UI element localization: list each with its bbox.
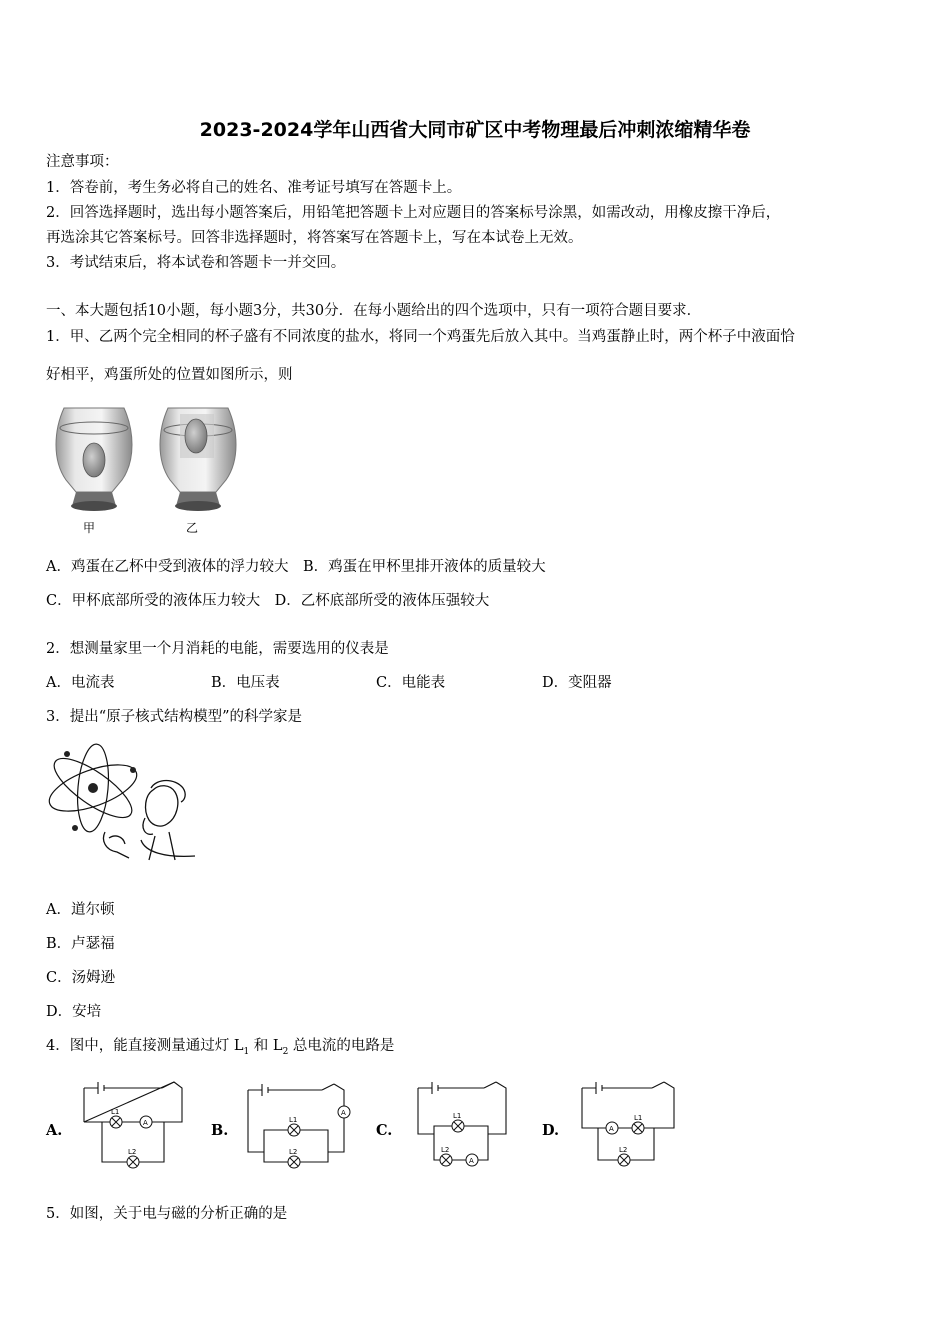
q2-option-d: D．变阻器	[542, 675, 612, 691]
q4-circuit-b	[244, 1082, 359, 1172]
cup-jia	[56, 408, 132, 511]
q4-option-d-label: D.	[542, 1122, 560, 1139]
lamp-l2-label: L2	[441, 1146, 450, 1154]
page-title: 2023-2024学年山西省大同市矿区中考物理最后冲刺浓缩精华卷	[199, 119, 751, 141]
q1-stem-line1: 1．甲、乙两个完全相同的杯子盛有不同浓度的盐水，将同一个鸡蛋先后放入其中。当鸡蛋静止时，两个杯子中液面恰	[46, 329, 795, 345]
q3-option-c: C．汤姆逊	[46, 970, 116, 986]
cup-yi	[160, 408, 236, 511]
lamp-l2	[127, 1156, 139, 1168]
ammeter-label: A	[469, 1157, 474, 1165]
ammeter-label: A	[341, 1109, 346, 1117]
cup-label-jia: 甲	[83, 521, 96, 535]
cup-label-yi: 乙	[186, 521, 199, 535]
q4-circuit-a	[78, 1078, 188, 1173]
lamp-l1	[632, 1122, 644, 1134]
ammeter-label: A	[143, 1119, 148, 1127]
lamp-l2	[618, 1154, 630, 1166]
q4-circuit-c	[414, 1078, 519, 1173]
notice-item-2: 2．回答选择题时，选出每小题答案后，用铅笔把答题卡上对应题目的答案标号涂黑，如需改动，用橡皮擦干净后，	[46, 205, 781, 221]
q2-stem: 2．想测量家里一个月消耗的电能，需要选用的仪表是	[46, 641, 389, 657]
q1-stem-line2: 好相平，鸡蛋所处的位置如图所示，则	[46, 367, 293, 383]
q4-circuit-d	[578, 1078, 683, 1173]
q3-option-a: A．道尔顿	[46, 902, 115, 918]
lamp-l2-label: L2	[619, 1146, 628, 1154]
q4-option-c-label: C.	[376, 1122, 393, 1139]
lamp-l2	[288, 1156, 300, 1168]
q4-option-b-label: B.	[211, 1122, 229, 1139]
lamp-l2-label: L2	[289, 1148, 298, 1156]
lamp-l1	[110, 1116, 122, 1128]
q1-options-line2: C．甲杯底部所受的液体压力较大 D．乙杯底部所受的液体压强较大	[46, 593, 490, 609]
lamp-l1-label: L1	[453, 1112, 462, 1120]
lamp-l1	[288, 1124, 300, 1136]
q2-option-c: C．电能表	[376, 675, 446, 691]
q2-option-b: B．电压表	[211, 675, 280, 691]
lamp-l1-label: L1	[111, 1108, 120, 1116]
q2-option-a: A．电流表	[46, 675, 115, 691]
ammeter-label: A	[609, 1125, 614, 1133]
q3-stem: 3．提出“原子核式结构模型”的科学家是	[46, 709, 303, 725]
lamp-l2-label: L2	[128, 1148, 137, 1156]
lamp-l2	[440, 1154, 452, 1166]
q5-stem: 5．如图，关于电与磁的分析正确的是	[46, 1206, 288, 1222]
q3-option-b: B．卢瑟福	[46, 936, 115, 952]
lamp-l1-label: L1	[634, 1114, 643, 1122]
section-heading: 一、本大题包括10小题，每小题3分，共30分．在每小题给出的四个选项中，只有一项符合题目要求．	[46, 303, 702, 319]
lamp-l1	[452, 1120, 464, 1132]
q3-option-d: D．安培	[46, 1004, 102, 1020]
q3-atom-scientist-illustration	[45, 740, 200, 865]
q1-options-line1: A．鸡蛋在乙杯中受到液体的浮力较大 B．鸡蛋在甲杯里排开液体的质量较大	[46, 559, 546, 575]
q4-stem: 4．图中，能直接测量通过灯 $L_1$ 和 $L_2$ 总电流的电路是	[46, 1038, 395, 1057]
notice-item-3: 3．考试结束后，将本试卷和答题卡一并交回。	[46, 255, 346, 271]
notice-item-2-cont: 再选涂其它答案标号。回答非选择题时，将答案写在答题卡上，写在本试卷上无效。	[46, 230, 583, 246]
notice-heading: 注意事项：	[46, 154, 119, 170]
notice-item-1: 1．答卷前，考生务必将自己的姓名、准考证号填写在答题卡上。	[46, 180, 462, 196]
q1-cups-figure	[50, 400, 250, 540]
lamp-l1-label: L1	[289, 1116, 298, 1124]
q4-option-a-label: A.	[46, 1122, 63, 1139]
